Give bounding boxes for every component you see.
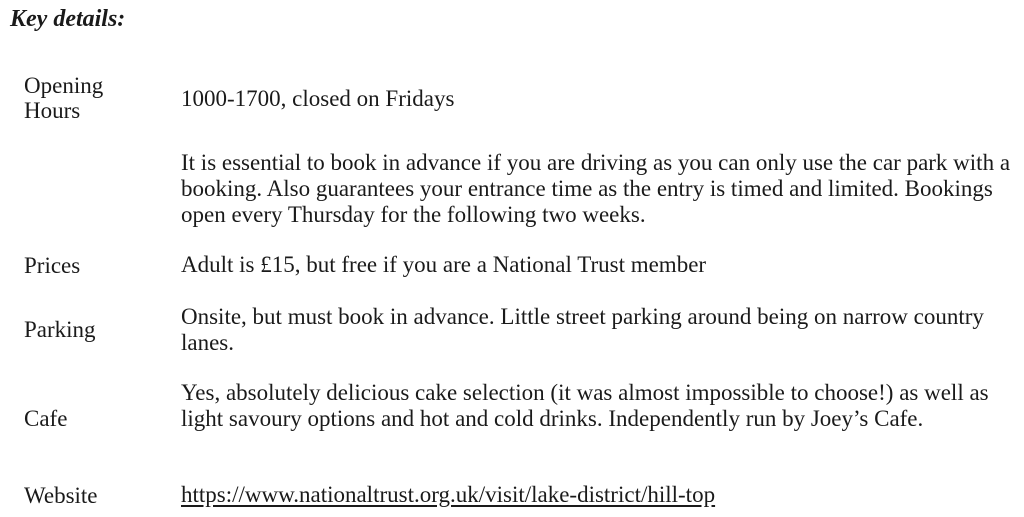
website-value — [181, 482, 1011, 508]
opening-hours-value: 1000-1700, closed on Fridays — [181, 86, 455, 111]
website-label: Website — [24, 483, 98, 508]
section-heading: Key details: — [10, 6, 126, 32]
prices-value: Adult is £15, but free if you are a National Trust member — [181, 252, 707, 277]
parking-label: Parking — [24, 317, 96, 342]
cafe-value: Yes, absolutely delicious cake selection (it was almost impossible to choose!) as well as light savoury options and hot and cold drinks. Independently run by Joey’s Cafe. — [181, 380, 989, 431]
prices-label: Prices — [24, 253, 81, 278]
parking-value: Onsite, but must book in advance. Little street parking around being on narrow country lanes. — [181, 304, 984, 355]
opening-hours-label: Opening Hours — [24, 73, 104, 123]
booking-note-value: It is essential to book in advance if you are driving as you can only use the car park with a booking. Also guarantees your entrance time as the entry is timed and limited. Bookings open every Thursday for the following two weeks. — [181, 150, 1011, 227]
website-link[interactable]: https://www.nationaltrust.org.uk/visit/lake-district/hill-top — [181, 482, 716, 507]
cafe-label: Cafe — [24, 406, 68, 431]
